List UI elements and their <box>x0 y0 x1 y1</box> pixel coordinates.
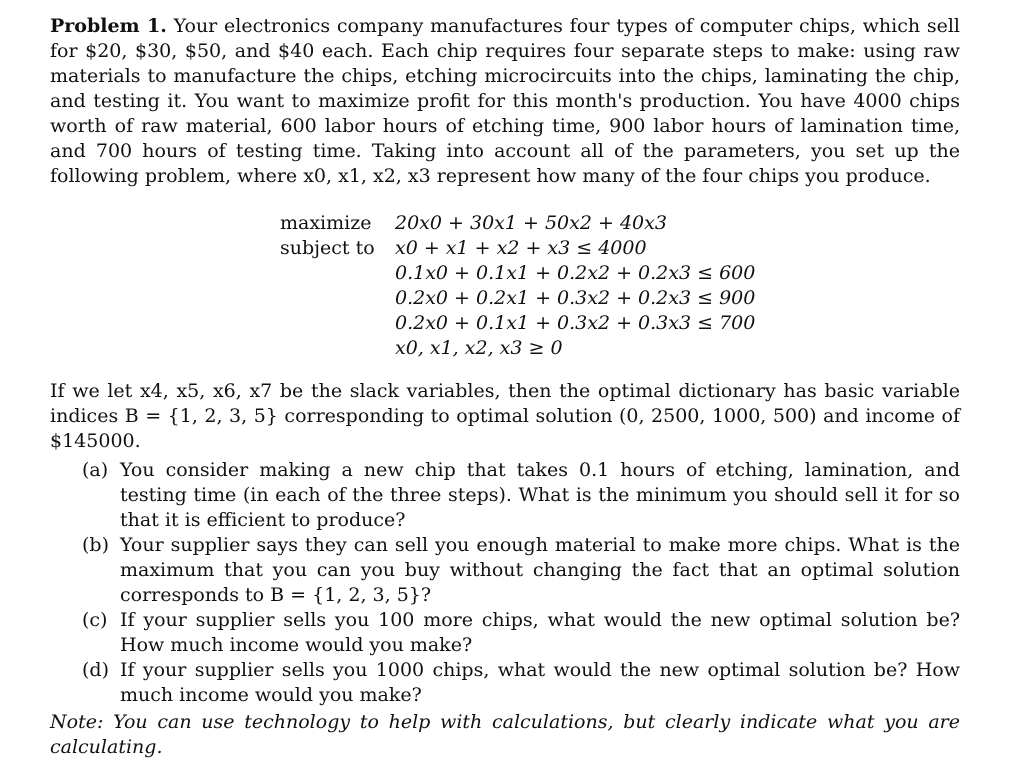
objective-expression: 20x0 + 30x1 + 50x2 + 40x3 <box>395 212 667 234</box>
linear-program <box>50 211 960 361</box>
note-text: Note: You can use technology to help with calculations, but clearly indicate what you are calculating. <box>50 711 960 758</box>
question-part <box>50 458 960 533</box>
question-part <box>50 533 960 608</box>
part-text: If your supplier sells you 1000 chips, what would the new optimal solution be? How much income would you make? <box>120 659 960 706</box>
problem-intro-text: Your electronics company manufactures four types of computer chips, which sell for $20, $30, $50, and $40 each. Each chip requires four separate steps to make: using raw materials to manufacture the chips, etching microcircuits into the chips, laminating the chip, and testing it. You want to maximize profit for this month's production. You have 4000 chips worth of raw material, 600 labor hours of etching time, 900 labor hours of lamination time, and 700 hours of testing time. Taking into account all of the parameters, you set up the following problem, where x0, x1, x2, x3 represent how many of the four chips you produce. <box>50 15 960 187</box>
question-part <box>50 608 960 658</box>
part-label: (a) <box>82 459 109 481</box>
part-label: (c) <box>82 609 108 631</box>
constraint-etching: 0.1x0 + 0.1x1 + 0.2x2 + 0.2x3 ≤ 600 <box>395 262 756 284</box>
question-part <box>50 658 960 708</box>
constraint-lamination: 0.2x0 + 0.2x1 + 0.3x2 + 0.2x3 ≤ 900 <box>395 287 756 309</box>
subject-to-label: subject to <box>280 237 375 259</box>
problem-intro-paragraph <box>50 14 960 189</box>
constraint-nonnegativity: x0, x1, x2, x3 ≥ 0 <box>395 337 563 359</box>
part-label: (d) <box>82 659 109 681</box>
constraint-testing: 0.2x0 + 0.1x1 + 0.3x2 + 0.3x3 ≤ 700 <box>395 312 756 334</box>
problem-page <box>50 14 960 760</box>
optimal-result-paragraph: If we let x4, x5, x6, x7 be the slack variables, then the optimal dictionary has basic variable indices B = {1, 2, 3, 5} corresponding to optimal solution (0, 2500, 1000, 500) and income of $145000. <box>50 380 960 452</box>
constraint-material: x0 + x1 + x2 + x3 ≤ 4000 <box>395 237 647 259</box>
part-text: Your supplier says they can sell you enough material to make more chips. What is the maximum that you can you buy without changing the fact that an optimal solution corresponds to B = {1, 2, 3, 5}? <box>120 534 960 606</box>
question-parts <box>50 458 960 708</box>
part-label: (b) <box>82 534 109 556</box>
problem-heading: Problem 1. <box>50 15 167 37</box>
part-text: You consider making a new chip that takes 0.1 hours of etching, lamination, and testing time (in each of the three steps). What is the minimum you should sell it for so that it is efficient to produce? <box>120 459 960 531</box>
maximize-label: maximize <box>280 212 372 234</box>
part-text: If your supplier sells you 100 more chips, what would the new optimal solution be? How much income would you make? <box>120 609 960 656</box>
